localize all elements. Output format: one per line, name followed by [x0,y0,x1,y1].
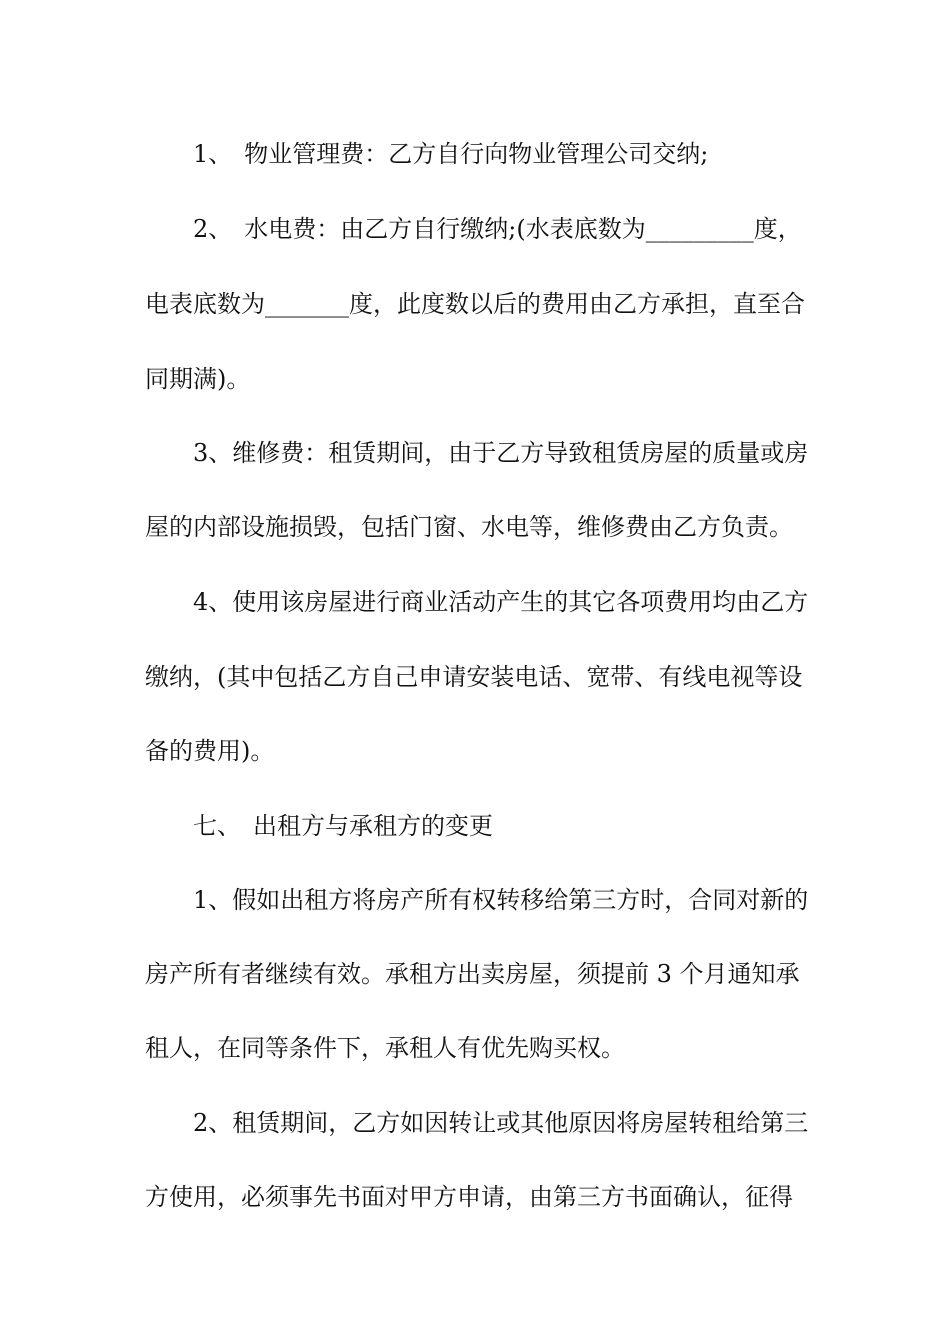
clause-property-fee: 1、 物业管理费：乙方自行向物业管理公司交纳; [193,140,709,168]
clause-business-fees-line-3: 备的费用)。 [145,737,275,765]
clause-utilities-line-2: 电表底数为_______度，此度数以后的费用由乙方承担，直至合 [145,290,805,318]
clause-business-fees-line-1: 4、使用该房屋进行商业活动产生的其它各项费用均由乙方 [193,588,809,616]
section-heading-changes: 七、 出租方与承租方的变更 [193,812,493,840]
clause-ownership-transfer-line-1: 1、假如出租方将房产所有权转移给第三方时，合同对新的 [193,886,809,914]
clause-maintenance-line-1: 3、维修费：租赁期间，由于乙方导致租赁房屋的质量或房 [193,439,809,467]
clause-sublease-line-2: 方使用，必须事先书面对甲方申请，由第三方书面确认，征得 [145,1183,793,1211]
clause-sublease-line-1: 2、租赁期间，乙方如因转让或其他原因将房屋转租给第三 [193,1109,809,1137]
clause-maintenance-line-2: 屋的内部设施损毁，包括门窗、水电等，维修费由乙方负责。 [145,513,793,541]
clause-utilities-line-3: 同期满)。 [145,365,251,393]
clause-business-fees-line-2: 缴纳，(其中包括乙方自己申请安装电话、宽带、有线电视等设 [145,663,803,691]
clause-utilities-line-1: 2、 水电费：由乙方自行缴纳;(水表底数为_________度， [193,215,802,243]
clause-ownership-transfer-line-2: 房产所有者继续有效。承租方出卖房屋，须提前 3 个月通知承 [145,960,800,988]
clause-ownership-transfer-line-3: 租人，在同等条件下，承租人有优先购买权。 [145,1034,625,1062]
